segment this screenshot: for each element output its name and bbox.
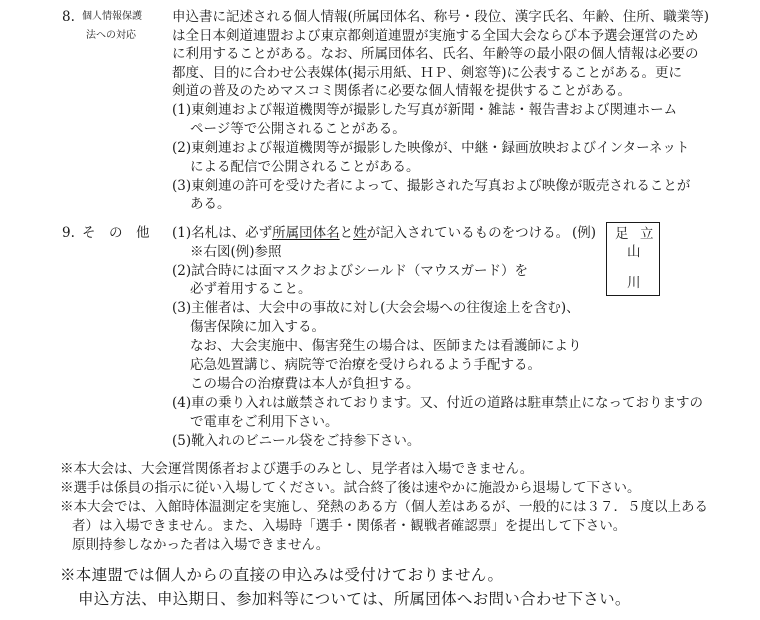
section-8-line: に利用することがある。なお、所属団体名、氏名、年齢等の最小限の個人情報は必要の [172,46,699,62]
item-1-underlined-org: 所属団体名 [272,225,340,241]
nameplate-char: 立 [640,226,654,242]
note-line: ※選手は係員の指示に従い入場してください。試合終了後は速やかに施設から退場して下さい。 [60,480,641,496]
section-9-line: ※右図(例)参照 [190,244,282,260]
section-8-line: (2)東剣連および報道機関等が撮影した映像が、中継・録画放映およびインターネット [172,140,690,156]
section-8-label-line2: 法への対応 [86,30,136,41]
nameplate-char: 足 [615,226,629,242]
note-line: ※本大会では、入館時体温測定を実施し、発熱のある方（個人差はあるが、一般的には３７．５度以上ある [60,499,708,515]
section-9-line: (4)車の乗り入れは厳禁されております。又、付近の道路は駐車禁止になっておりますの [172,395,704,411]
section-9-number: 9. [62,225,75,241]
section-8-number: 8. [62,9,75,25]
section-8-line: ページ等で公開されることがある。 [190,121,406,137]
section-9-line: 傷害保険に加入する。 [190,319,325,335]
nameplate-example [606,222,660,296]
section-9-line: 必ず着用すること。 [190,281,312,297]
section-8-line: 都度、目的に合わせ公表媒体(掲示用紙、ＨＰ、剣窓等)に公表することがある。更に [172,65,683,81]
example-label: (例) [572,225,597,241]
section-9-line: で電車をご利用下さい。 [190,414,339,430]
note-line: ※本大会は、大会運営関係者および選手のみとし、見学者は入場できません。 [60,461,534,477]
section-8-line: 剣道の普及のためマスコミ関係者に必要な個人情報を提供することがある。 [172,83,631,99]
section-8-line: (3)東剣連の許可を受けた者によって、撮影された写真および映像が販売されることが [172,178,691,194]
note-line: 者）は入場できません。また、入場時「選手・関係者・観戦者確認票」を提出して下さい。 [72,518,627,534]
note-line: 原則持参しなかった者は入場できません。 [72,537,330,553]
item-1-suffix: が記入されているものをつける。 [366,225,570,241]
footer-contact: 申込方法、申込期日、参加料等については、所属団体へお問い合わせ下さい。 [78,590,631,608]
section-8-line: による配信で公開されることがある。 [190,159,420,175]
item-1-underlined-surname: 姓 [353,225,367,241]
section-9-item-1 [172,224,569,242]
section-8-line: (1)東剣連および報道機関等が撮影した写真が新聞・雑誌・報告書および関連ホーム [172,102,678,118]
section-8-line: 申込書に記述される個人情報(所属団体名、称号・段位、漢字氏名、年齢、住所、職業等) [172,9,710,25]
section-8-line: ある。 [190,196,231,212]
section-8-line: は全日本剣道連盟および東京都剣道連盟が実施する全国大会ならび本予選会運営のため [172,28,699,44]
footer-notice: ※本連盟では個人からの直接の申込みは受付けておりません。 [60,566,504,584]
section-9-line: なお、大会実施中、傷害発生の場合は、医師または看護師により [190,338,582,354]
nameplate-char: 川 [627,275,641,291]
section-9-line: この場合の治療費は本人が負担する。 [190,376,420,392]
item-1-mid: と [339,225,354,241]
nameplate-char: 山 [627,244,641,260]
section-9-line: (5)靴入れのビニール袋をご持参下さい。 [172,433,421,449]
section-9-line: (2)試合時には面マスクおよびシールド（マウスガード）を [172,263,528,279]
section-9-label: そ の 他 [82,225,150,241]
section-8-label-line1: 個人情報保護 [82,11,142,22]
section-9-line: 応急処置講じ、病院等で治療を受けられるよう手配する。 [190,357,541,373]
item-1-prefix: (1)名札は、必ず [172,225,273,241]
section-9-line: (3)主催者は、大会中の事故に対し(大会会場への往復途上を含む)、 [172,300,580,316]
